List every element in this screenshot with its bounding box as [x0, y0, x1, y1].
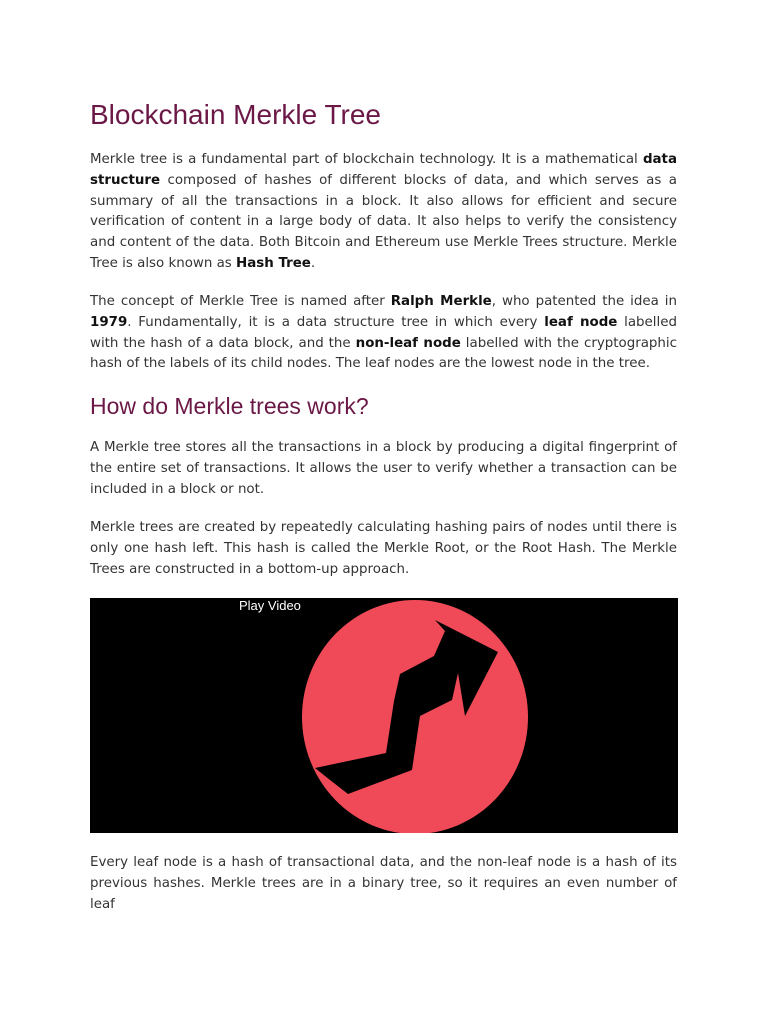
bold-term: 1979 [90, 314, 128, 330]
text-span: . Fundamentally, it is a data structure tree in which every [127, 314, 545, 330]
body-paragraph: Merkle trees are created by repeatedly calculating hashing pairs of nodes until there is only one hash left. This hash is called the Merkle Root, or the Root Hash. The Merkle Trees are constructed in a bottom-up approach. [90, 520, 677, 577]
logo-icon [90, 598, 678, 833]
concept-paragraph [90, 292, 677, 375]
body-paragraph: Every leaf node is a hash of transactional data, and the non-leaf node is a hash of its previous hashes. Merkle trees are in a binary tree, so it requires an even number of leaf [90, 855, 677, 912]
text-span: labelled with the hash of a data block, and the [90, 314, 677, 351]
text-span: . [310, 255, 316, 271]
intro-paragraph [90, 150, 677, 275]
play-video-label[interactable]: Play Video [239, 598, 301, 613]
bold-term: non-leaf node [355, 335, 461, 351]
bold-term: Ralph Merkle [390, 294, 492, 309]
body-paragraph: A Merkle tree stores all the transactions in a block by producing a digital fingerprint of the entire set of transactions. It allows the user to verify whether a transaction can be included in a block or not. [90, 440, 677, 497]
text-span: , who patented the idea in [491, 294, 678, 309]
bold-term: leaf node [544, 314, 618, 330]
text-span: Merkle tree is a fundamental part of blockchain technology. It is a mathematical [90, 152, 643, 167]
text-span: labelled with the cryptographic hash of the labels of its child nodes. The leaf nodes are the lowest node in the tree. [90, 335, 678, 372]
bold-term: data structure [90, 152, 677, 188]
page-title: Blockchain Merkle Tree [90, 99, 382, 130]
text-span: The concept of Merkle Tree is named after [90, 294, 391, 309]
bold-term: Hash Tree [236, 255, 311, 271]
text-span: composed of hashes of different blocks of data, and which serves as a summary of all the transactions in a block. It also allows for efficient and secure verification of content in a large body of data. It also helps to verify the consistency and content of the data. Both Bitcoin and Ethereum use Merkle Trees structure. Merkle Tree is also known as [90, 172, 677, 271]
video-player[interactable] [90, 598, 678, 833]
section-heading: How do Merkle trees work? [90, 393, 369, 419]
